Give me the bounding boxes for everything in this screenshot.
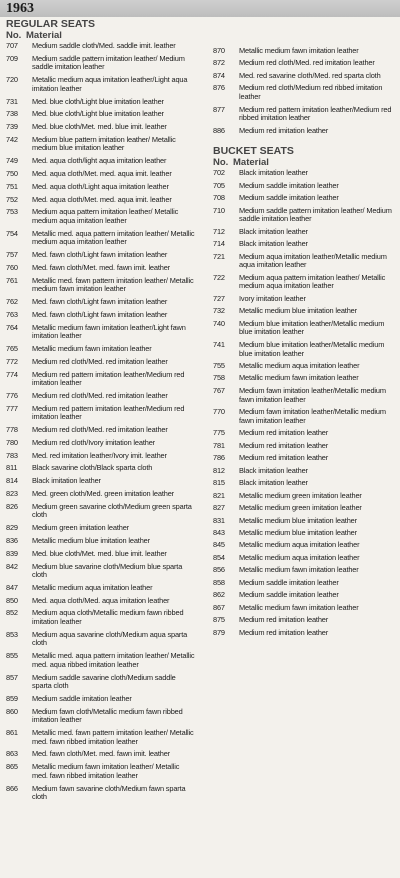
table-row [6, 55, 196, 72]
table-row [6, 537, 196, 546]
table-row [213, 127, 395, 136]
seat-material: Med. fawn cloth/Light fawn imitation leather [32, 309, 168, 319]
seat-code: 761 [6, 275, 18, 285]
seat-code: 850 [6, 595, 18, 605]
seat-material: Metallic medium aqua imitation leather [239, 552, 360, 562]
seat-code: 863 [6, 749, 18, 759]
seat-material: Medium aqua imitation leather/Metallic medium aqua imitation leather [239, 251, 387, 270]
table-row [213, 240, 395, 249]
seat-code: 865 [6, 762, 18, 772]
seat-material: Medium aqua cloth/Metallic medium fawn ribbed imitation leather [32, 608, 184, 627]
seat-material: Metallic med. fawn pattern imitation leather/ Metallic med. fawn ribbed imitation leather [32, 728, 194, 746]
table-row [213, 274, 395, 291]
seat-material: Black imitation leather [239, 465, 308, 475]
table-row [6, 123, 196, 132]
seat-code: 860 [6, 706, 18, 716]
seat-material: Ivory imitation leather [239, 293, 306, 303]
seat-material: Medium red imitation leather [239, 615, 329, 625]
seat-material: Medium blue imitation leather/Metallic medium blue imitation leather [239, 339, 385, 358]
seat-code: 740 [213, 318, 225, 328]
left-column [6, 17, 196, 806]
seat-code: 760 [6, 262, 18, 272]
table-row [213, 374, 395, 383]
table-row [213, 169, 395, 178]
seat-code: 707 [6, 41, 18, 50]
seat-code: 854 [213, 552, 225, 562]
table-row [6, 631, 196, 648]
seat-code: 814 [6, 476, 18, 486]
seat-material: Metallic medium green imitation leather [239, 503, 362, 513]
table-row [213, 72, 395, 81]
seat-material: Metallic medium fawn imitation leather [239, 373, 359, 383]
table-row [213, 341, 395, 358]
year-header: 1963 [0, 0, 400, 17]
seat-code: 776 [6, 390, 18, 400]
table-row [6, 750, 196, 759]
table-row [6, 464, 196, 473]
table-row [213, 454, 395, 463]
regular-seats-list-continued [213, 47, 395, 135]
table-row [6, 503, 196, 520]
table-row [6, 477, 196, 486]
seat-code: 763 [6, 309, 18, 319]
seat-code: 852 [6, 608, 18, 618]
seat-code: 842 [6, 561, 18, 571]
table-row [213, 591, 395, 600]
table-row [6, 524, 196, 533]
seat-code: 821 [213, 490, 225, 500]
seat-code: 712 [213, 226, 225, 236]
table-row [213, 517, 395, 526]
seat-code: 861 [6, 728, 18, 738]
seat-code: 831 [213, 515, 225, 525]
seat-code: 705 [213, 180, 225, 190]
table-row [213, 295, 395, 304]
seat-material: Metallic medium fawn imitation leather [239, 46, 359, 55]
seat-material: Black imitation leather [239, 168, 308, 178]
seat-code: 721 [213, 251, 225, 261]
seat-code: 709 [6, 53, 18, 63]
material-column-header: Material [233, 157, 269, 169]
table-row [6, 371, 196, 388]
seat-material: Metallic med. aqua pattern imitation leather/ Metallic medium aqua imitation leather [32, 228, 195, 247]
seat-code: 836 [6, 535, 18, 545]
seat-material: Med. red savarine cloth/Med. red sparta cloth [239, 70, 381, 80]
seat-material: Medium fawn cloth/Metallic medium fawn ribbed imitation leather [32, 706, 183, 725]
table-row [6, 251, 196, 260]
table-row [6, 298, 196, 307]
table-row [6, 358, 196, 367]
table-row [213, 84, 395, 101]
seat-material: Metallic medium fawn imitation leather [239, 602, 359, 612]
table-row [6, 311, 196, 320]
seat-material: Med. blue cloth/Met. med. blue imit. leather [32, 122, 167, 132]
seat-code: 764 [6, 322, 18, 332]
seat-code: 870 [213, 46, 225, 55]
seat-material: Medium fawn imitation leather/Metallic medium fawn imitation leather [239, 385, 386, 404]
seat-code: 765 [6, 344, 18, 353]
table-row [6, 490, 196, 499]
seat-material: Medium fawn imitation leather/Metallic medium fawn imitation leather [239, 407, 386, 425]
seat-code: 875 [213, 615, 225, 625]
seat-material: Medium red imitation leather [239, 428, 329, 438]
table-row [6, 98, 196, 107]
seat-code: 783 [6, 450, 18, 460]
seat-material: Medium green savarine cloth/Medium green sparta cloth [32, 501, 192, 520]
table-row [6, 157, 196, 166]
table-row [6, 196, 196, 205]
seat-material: Med. fawn cloth/Met. med. fawn imit. leather [32, 749, 170, 759]
table-row [6, 42, 196, 51]
table-row [6, 76, 196, 93]
table-row [6, 426, 196, 435]
seat-material: Medium red cloth/Med. red imitation leather [32, 390, 168, 400]
table-row [213, 492, 395, 501]
seat-code: 732 [213, 306, 225, 316]
seat-code: 867 [213, 602, 225, 612]
seat-code: 877 [213, 104, 225, 114]
table-row [213, 253, 395, 270]
seat-material: Metallic medium blue imitation leather [239, 306, 357, 316]
table-row [6, 345, 196, 354]
seat-material: Black imitation leather [32, 476, 101, 486]
seat-code: 722 [213, 272, 225, 282]
seat-code: 866 [6, 783, 18, 793]
table-row [213, 479, 395, 488]
seat-material: Medium saddle imitation leather [32, 693, 132, 703]
table-row [213, 529, 395, 538]
seat-code: 886 [213, 125, 225, 135]
seat-code: 859 [6, 693, 18, 703]
seat-code: 843 [213, 527, 225, 537]
seat-material: Medium blue pattern imitation leather/ Metallic medium blue imitation leather [32, 134, 176, 153]
table-row [6, 264, 196, 273]
seat-code: 757 [6, 250, 18, 260]
table-row [213, 604, 395, 613]
seat-code: 786 [213, 453, 225, 463]
seat-material: Metallic medium aqua imitation leather [239, 540, 360, 550]
seat-code: 811 [6, 463, 18, 473]
seat-material: Medium red pattern imitation leather/Medium red imitation leather [32, 403, 185, 422]
seat-material: Medium red cloth/Med. red imitation leather [239, 58, 375, 68]
seat-material: Black savarine cloth/Black sparta cloth [32, 463, 153, 473]
seat-code: 826 [6, 501, 18, 511]
seat-material: Medium aqua savarine cloth/Medium aqua sparta cloth [32, 629, 188, 648]
seat-material: Medium saddle savarine cloth/Medium saddle sparta cloth [32, 672, 176, 691]
table-row [213, 467, 395, 476]
table-row [6, 324, 196, 341]
seat-code: 774 [6, 369, 18, 379]
table-row [6, 609, 196, 626]
seat-material: Med. fawn cloth/Light fawn imitation leather [32, 250, 168, 260]
table-row [6, 597, 196, 606]
seat-material: Medium red cloth/Med. red imitation leather [32, 356, 168, 366]
seat-code: 767 [213, 385, 225, 395]
seat-material: Medium red imitation leather [239, 627, 329, 637]
right-column [213, 47, 395, 641]
seat-code: 829 [6, 523, 18, 533]
table-row [6, 136, 196, 153]
table-row [213, 47, 395, 56]
table-row [213, 106, 395, 123]
seat-code: 778 [6, 425, 18, 435]
seat-material: Metallic medium aqua imitation leather [239, 360, 360, 370]
seat-material: Medium saddle cloth/Med. saddle imit. leather [32, 41, 176, 50]
seat-code: 714 [213, 239, 225, 249]
seat-material: Medium saddle imitation leather [239, 193, 339, 203]
seat-material: Metallic med. fawn pattern imitation leather/ Metallic medium fawn imitation leather [32, 275, 194, 294]
seat-code: 754 [6, 228, 18, 238]
seat-code: 857 [6, 672, 18, 682]
seat-code: 751 [6, 181, 18, 191]
seat-material: Med. blue cloth/Met. med. blue imit. leather [32, 548, 167, 558]
seat-material: Med. blue cloth/Light blue imitation leather [32, 96, 164, 106]
seat-code: 827 [213, 503, 225, 513]
seat-material: Medium saddle pattern imitation leather/ Medium saddle imitation leather [32, 53, 185, 72]
table-row [213, 629, 395, 638]
seat-material: Black imitation leather [239, 478, 308, 488]
table-row [6, 550, 196, 559]
seat-code: 862 [213, 590, 225, 600]
seat-material: Medium aqua pattern imitation leather/ Metallic medium aqua imitation leather [32, 207, 179, 225]
seat-code: 876 [213, 83, 225, 93]
seat-material: Medium red cloth/Medium red ribbed imitation leather [239, 83, 383, 102]
table-row [213, 307, 395, 316]
seat-material: Med. aqua cloth/Met. med. aqua imit. leather [32, 194, 172, 204]
seat-material: Metallic medium fawn imitation leather [239, 565, 359, 575]
seat-material: Metallic medium blue imitation leather [32, 535, 150, 545]
table-row [213, 362, 395, 371]
seat-material: Med. aqua cloth/Light aqua imitation leather [32, 181, 169, 191]
seat-code: 858 [213, 577, 225, 587]
seat-code: 720 [6, 75, 18, 85]
no-column-header: No. [213, 157, 229, 169]
seat-material: Medium aqua pattern imitation leather/ Metallic medium aqua imitation leather [239, 272, 386, 291]
seat-code: 752 [6, 194, 18, 204]
seat-material: Medium red imitation leather [239, 440, 329, 450]
seat-code: 753 [6, 207, 18, 217]
regular-seats-list [6, 42, 196, 802]
seat-code: 739 [6, 122, 18, 132]
seat-code: 738 [6, 109, 18, 119]
no-column-header: No. [6, 30, 22, 41]
seat-code: 847 [6, 582, 18, 592]
seat-material: Metallic med. aqua pattern imitation leather/ Metallic med. aqua ribbed imitation leather [32, 651, 195, 669]
table-row [6, 439, 196, 448]
table-row [213, 429, 395, 438]
seat-material: Metallic medium blue imitation leather [239, 527, 357, 537]
seat-material: Med. fawn cloth/Met. med. fawn imit. leather [32, 262, 170, 272]
table-row [213, 207, 395, 224]
table-row [213, 59, 395, 68]
seat-material: Metallic medium fawn imitation leather/ Metallic med. fawn ribbed imitation leather [32, 762, 180, 780]
seat-code: 727 [213, 293, 225, 303]
table-row [6, 277, 196, 294]
seat-material: Medium red pattern imitation leather/Medium red imitation leather [32, 369, 185, 388]
seat-code: 755 [213, 360, 225, 370]
seat-code: 749 [6, 156, 18, 166]
table-row [6, 392, 196, 401]
seat-material: Metallic medium aqua imitation leather/Light aqua imitation leather [32, 75, 188, 93]
table-row [6, 563, 196, 580]
seat-material: Metallic medium aqua imitation leather [32, 582, 153, 592]
table-row [6, 452, 196, 461]
table-row [6, 170, 196, 179]
table-row [213, 554, 395, 563]
seat-material: Black imitation leather [239, 226, 308, 236]
seat-code: 780 [6, 437, 18, 447]
table-row [6, 208, 196, 225]
seat-material: Medium saddle pattern imitation leather/ Medium saddle imitation leather [239, 205, 392, 224]
table-row [213, 228, 395, 237]
table-row [213, 182, 395, 191]
table-row [213, 541, 395, 550]
table-row [213, 194, 395, 203]
seat-code: 772 [6, 356, 18, 366]
seat-code: 856 [213, 565, 225, 575]
table-row [6, 695, 196, 704]
seat-material: Medium saddle imitation leather [239, 577, 339, 587]
table-row [6, 584, 196, 593]
seat-material: Medium blue imitation leather/Metallic medium blue imitation leather [239, 318, 385, 337]
seat-code: 770 [213, 407, 225, 417]
table-row [6, 708, 196, 725]
seat-code: 812 [213, 465, 225, 475]
seat-code: 839 [6, 548, 18, 558]
seat-material: Black imitation leather [239, 239, 308, 249]
seat-code: 762 [6, 297, 18, 307]
seat-code: 710 [213, 205, 225, 215]
seat-code: 823 [6, 489, 18, 498]
table-row [6, 785, 196, 802]
table-row [213, 579, 395, 588]
seat-code: 853 [6, 629, 18, 639]
seat-material: Med. aqua cloth/Met. med. aqua imit. leather [32, 169, 172, 179]
seat-material: Medium fawn savarine cloth/Medium fawn sparta cloth [32, 783, 186, 802]
seat-code: 815 [213, 478, 225, 488]
table-row [6, 652, 196, 669]
table-row [6, 183, 196, 192]
seat-material: Med. green cloth/Med. green imitation leather [32, 489, 174, 498]
seat-code: 845 [213, 540, 225, 550]
bucket-seats-list [213, 169, 395, 637]
seat-material: Med. red imitation leather/Ivory imit. leather [32, 450, 167, 460]
table-row [213, 408, 395, 425]
seat-material: Medium red imitation leather [239, 453, 329, 463]
seat-material: Med. blue cloth/Light blue imitation leather [32, 109, 164, 119]
seat-code: 879 [213, 627, 225, 637]
table-row [6, 405, 196, 422]
seat-material: Medium red imitation leather [239, 125, 329, 135]
seat-material: Medium red cloth/Ivory imitation leather [32, 437, 155, 447]
seat-code: 855 [6, 651, 18, 661]
seat-code: 758 [213, 373, 225, 383]
seat-material: Med. aqua cloth/Med. aqua imitation leather [32, 595, 170, 605]
seat-material: Metallic medium fawn imitation leather/Light fawn imitation leather [32, 322, 186, 341]
table-row [6, 763, 196, 780]
seat-material: Metallic medium fawn imitation leather [32, 344, 152, 353]
seat-code: 731 [6, 96, 18, 106]
seat-material: Metallic medium blue imitation leather [239, 515, 357, 525]
table-row [6, 674, 196, 691]
seat-material: Med. fawn cloth/Light fawn imitation leather [32, 297, 168, 307]
seat-material: Metallic medium green imitation leather [239, 490, 362, 500]
table-row [6, 729, 196, 746]
seat-code: 874 [213, 70, 225, 80]
seat-code: 750 [6, 169, 18, 179]
table-row [213, 442, 395, 451]
seat-material: Medium green imitation leather [32, 523, 129, 533]
seat-code: 781 [213, 440, 225, 450]
seat-material: Medium saddle imitation leather [239, 180, 339, 190]
material-column-header: Material [26, 30, 62, 41]
seat-code: 708 [213, 193, 225, 203]
table-row [6, 230, 196, 247]
seat-material: Medium red pattern imitation leather/Medium red ribbed imitation leather [239, 104, 392, 123]
seat-code: 775 [213, 428, 225, 438]
table-row [213, 566, 395, 575]
seat-code: 872 [213, 58, 225, 68]
table-row [213, 320, 395, 337]
table-row [6, 110, 196, 119]
seat-code: 741 [213, 339, 225, 349]
seat-code: 742 [6, 134, 18, 144]
regular-seats-title: REGULAR SEATS [6, 18, 96, 30]
seat-material: Med. aqua cloth/light aqua imitation leather [32, 156, 167, 166]
bucket-seats-title: BUCKET SEATS [213, 145, 294, 158]
seat-material: Medium red cloth/Med. red imitation leather [32, 425, 168, 435]
seat-material: Medium blue savarine cloth/Medium blue sparta cloth [32, 561, 183, 580]
table-row [213, 616, 395, 625]
table-row [213, 387, 395, 404]
seat-code: 702 [213, 168, 225, 178]
table-row [213, 504, 395, 513]
seat-code: 777 [6, 403, 18, 413]
seat-material: Medium saddle imitation leather [239, 590, 339, 600]
